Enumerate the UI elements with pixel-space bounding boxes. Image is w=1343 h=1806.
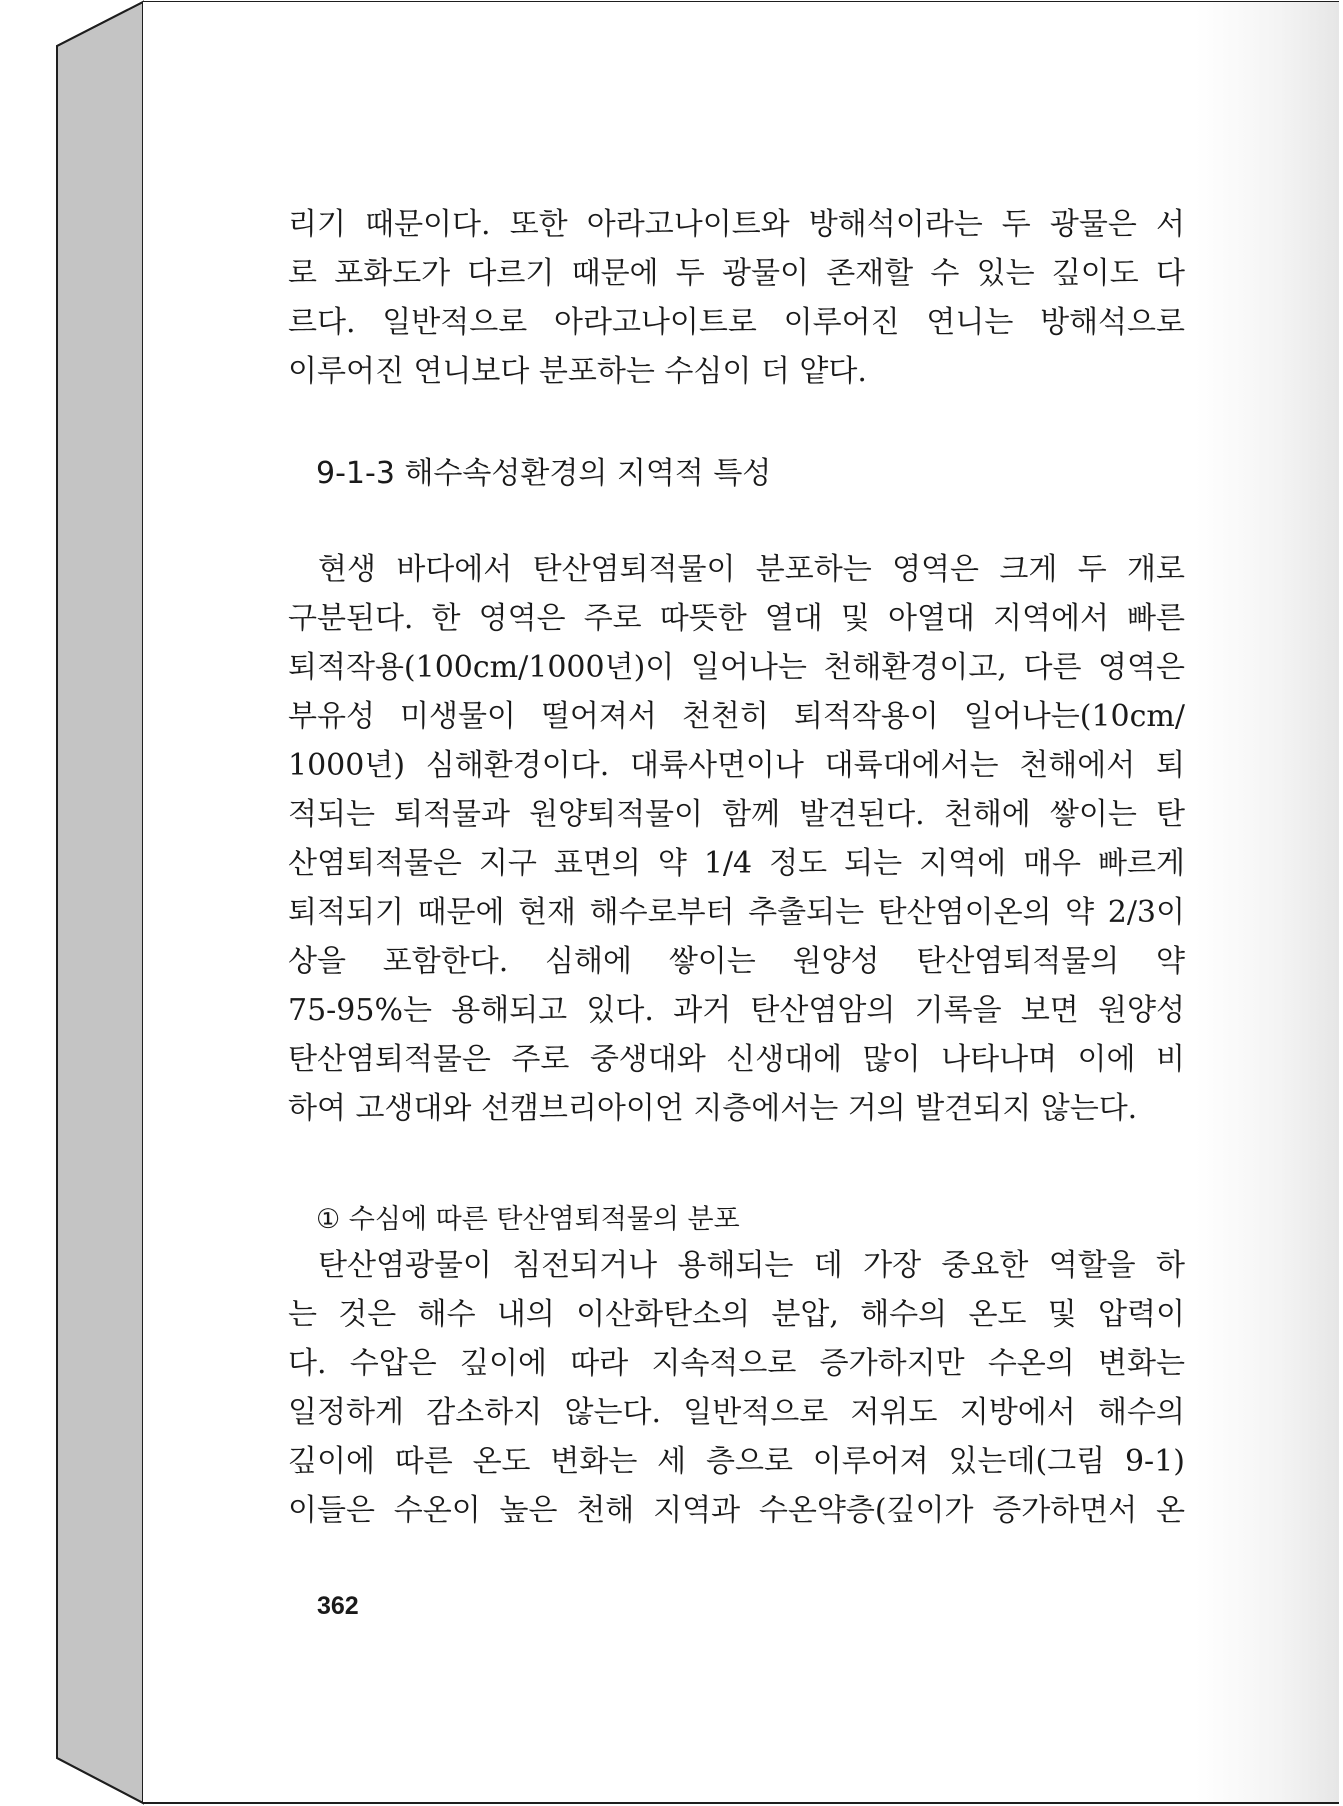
paragraph-line: 깊이에 따른 온도 변화는 세 층으로 이루어져 있는데(그림 9-1) [288, 1444, 1185, 1479]
paragraph-line: 현생 바다에서 탄산염퇴적물이 분포하는 영역은 크게 두 개로 [318, 552, 1185, 587]
paragraph-line: 르다. 일반적으로 아라고나이트로 이루어진 연니는 방해석으로 [288, 305, 1185, 340]
paragraph-line: 리기 때문이다. 또한 아라고나이트와 방해석이라는 두 광물은 서 [288, 207, 1185, 242]
paragraph-line: 구분된다. 한 영역은 주로 따뜻한 열대 및 아열대 지역에서 빠른 [288, 601, 1185, 636]
paragraph-line: 부유성 미생물이 떨어져서 천천히 퇴적작용이 일어나는(10cm/ [288, 699, 1185, 734]
paragraph-line: 는 것은 해수 내의 이산화탄소의 분압, 해수의 온도 및 압력이 [288, 1297, 1185, 1332]
paragraph-line: 퇴적작용(100cm/1000년)이 일어나는 천해환경이고, 다른 영역은 [288, 650, 1185, 685]
paragraph-line: 탄산염퇴적물은 주로 중생대와 신생대에 많이 나타나며 이에 비 [288, 1042, 1185, 1077]
paragraph-line: 산염퇴적물은 지구 표면의 약 1/4 정도 되는 지역에 매우 빠르게 [288, 846, 1185, 881]
paragraph-line: 75-95%는 용해되고 있다. 과거 탄산염암의 기록을 보면 원양성 [288, 993, 1185, 1028]
paragraph-line: 하여 고생대와 선캠브리아이언 지층에서는 거의 발견되지 않는다. [288, 1091, 1138, 1126]
paragraph-3 [288, 1241, 1185, 1535]
paragraph-line: 다. 수압은 깊이에 따라 지속적으로 증가하지만 수온의 변화는 [288, 1346, 1185, 1381]
paragraph-1 [288, 200, 1185, 396]
paragraph-line: 이들은 수온이 높은 천해 지역과 수온약층(깊이가 증가하면서 온 [288, 1493, 1185, 1528]
paragraph-line: 탄산염광물이 침전되거나 용해되는 데 가장 중요한 역할을 하 [318, 1248, 1185, 1283]
paragraph-line: 적되는 퇴적물과 원양퇴적물이 함께 발견된다. 천해에 쌓이는 탄 [288, 797, 1185, 832]
paragraph-line: 로 포화도가 다르기 때문에 두 광물이 존재할 수 있는 깊이도 다 [288, 256, 1185, 291]
paragraph-2 [288, 545, 1185, 1133]
page-number: 362 [317, 1592, 359, 1620]
section-heading: 9-1-3 해수속성환경의 지역적 특성 [316, 456, 772, 491]
subsection-heading: ① 수심에 따른 탄산염퇴적물의 분포 [316, 1204, 740, 1235]
paragraph-line: 일정하게 감소하지 않는다. 일반적으로 저위도 지방에서 해수의 [288, 1395, 1185, 1430]
paragraph-line: 이루어진 연니보다 분포하는 수심이 더 얕다. [288, 354, 867, 389]
paragraph-line: 퇴적되기 때문에 현재 해수로부터 추출되는 탄산염이온의 약 2/3이 [288, 895, 1185, 930]
paragraph-line: 상을 포함한다. 심해에 쌓이는 원양성 탄산염퇴적물의 약 [288, 944, 1185, 979]
paragraph-line: 1000년) 심해환경이다. 대륙사면이나 대륙대에서는 천해에서 퇴 [288, 748, 1185, 783]
